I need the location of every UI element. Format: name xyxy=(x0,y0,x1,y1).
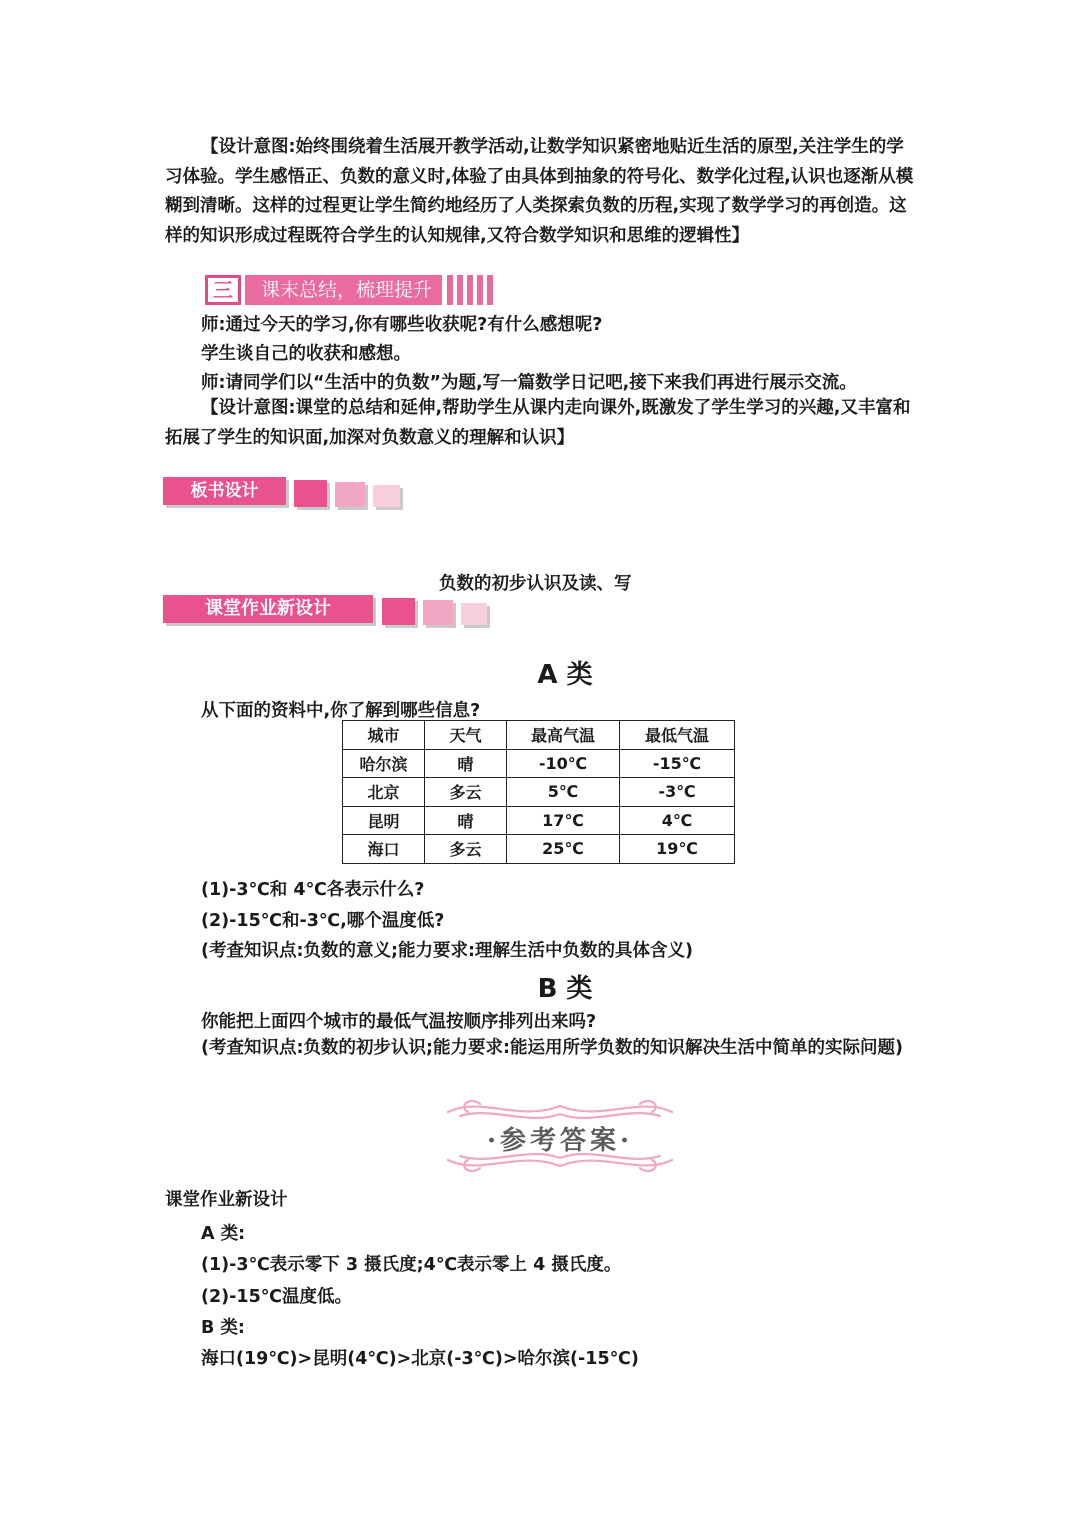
category-a-intro: 从下面的资料中,你了解到哪些信息? xyxy=(201,701,481,721)
table-cell: 海口 xyxy=(343,835,425,864)
dialogue-line: 学生谈自己的收获和感想。 xyxy=(201,344,411,364)
table-cell: 25℃ xyxy=(507,835,620,864)
category-a-note: (考查知识点:负数的意义;能力要求:理解生活中负数的具体含义) xyxy=(201,941,693,961)
table-header: 天气 xyxy=(425,721,507,750)
table-cell: 多云 xyxy=(425,835,507,864)
board-content: 负数的初步认识及读、写 xyxy=(439,574,632,594)
section-number: 三 xyxy=(208,278,238,302)
table-row xyxy=(343,806,735,835)
summary-intent-paragraph: 【设计意图:课堂的总结和延伸,帮助学生从课内走向课外,既激发了学生学习的兴趣,又丰富和拓展了学生的知识面,加深对负数意义的理解和认识】 xyxy=(165,398,911,448)
decor-square xyxy=(294,480,327,507)
table-cell: 4℃ xyxy=(620,806,735,835)
section-title: 课末总结，梳理提升 xyxy=(245,275,442,305)
table-cell: 多云 xyxy=(425,778,507,807)
table-cell: 19℃ xyxy=(620,835,735,864)
decor-square xyxy=(423,600,453,625)
table-cell: 北京 xyxy=(343,778,425,807)
table-cell: 晴 xyxy=(425,749,507,778)
table-cell: -10℃ xyxy=(507,749,620,778)
question-1: (1)-3℃和 4℃各表示什么? xyxy=(201,880,425,900)
answers-heading: 课堂作业新设计 xyxy=(165,1190,288,1210)
table-row xyxy=(343,835,735,864)
section-number-box xyxy=(205,275,241,305)
table-header-row xyxy=(343,721,735,750)
category-a-title: A 类 xyxy=(537,660,593,690)
decor-square xyxy=(382,598,415,625)
table-cell: 晴 xyxy=(425,806,507,835)
question-2: (2)-15℃和-3℃,哪个温度低? xyxy=(201,911,445,931)
dialogue-line: 师:通过今天的学习,你有哪些收获呢?有什么感想呢? xyxy=(201,315,603,335)
decor-bar xyxy=(467,275,473,305)
category-b-title: B 类 xyxy=(537,974,593,1004)
table-cell: 17℃ xyxy=(507,806,620,835)
answers-b-label: B 类: xyxy=(201,1318,245,1338)
table-row xyxy=(343,749,735,778)
decor-bar xyxy=(487,275,493,305)
homework-label: 课堂作业新设计 xyxy=(163,595,373,623)
decor-bar xyxy=(447,275,453,305)
section-header-3 xyxy=(205,275,497,305)
table-header: 最低气温 xyxy=(620,721,735,750)
answer-banner xyxy=(440,1092,680,1180)
table-header: 最高气温 xyxy=(507,721,620,750)
decor-bar xyxy=(477,275,483,305)
table-cell: 昆明 xyxy=(343,806,425,835)
design-intent-paragraph: 【设计意图:始终围绕着生活展开教学活动,让数学知识紧密地贴近生活的原型,关注学生的学习体验。学生感悟正、负数的意义时,体验了由具体到抽象的符号化、数学化过程,认识也逐渐从模糊到清晰。这样的过程更让学生简约地经历了人类探索负数的历程,实现了数学学习的再创造。这样的知识形成过程既符合学生的认知规律,又符合数学知识和思维的逻辑性】 xyxy=(165,137,914,246)
dialogue-line: 师:请同学们以“生活中的负数”为题,写一篇数学日记吧,接下来我们再进行展示交流。 xyxy=(201,373,857,393)
decor-square xyxy=(461,603,487,625)
category-b-note: (考查知识点:负数的初步认识;能力要求:能运用所学负数的知识解决生活中简单的实际问题) xyxy=(201,1038,903,1058)
board-design-label: 板书设计 xyxy=(163,477,286,505)
table-cell: 5℃ xyxy=(507,778,620,807)
answer-banner-title: ·参考答案· xyxy=(486,1126,634,1156)
answer-a1: (1)-3℃表示零下 3 摄氏度;4℃表示零上 4 摄氏度。 xyxy=(201,1255,622,1275)
answer-a2: (2)-15℃温度低。 xyxy=(201,1287,352,1307)
decor-bar xyxy=(457,275,463,305)
table-cell: 哈尔滨 xyxy=(343,749,425,778)
table-header: 城市 xyxy=(343,721,425,750)
table-row xyxy=(343,778,735,807)
weather-table xyxy=(342,720,735,864)
answer-b1: 海口(19℃)>昆明(4℃)>北京(-3℃)>哈尔滨(-15℃) xyxy=(201,1349,639,1369)
table-cell: -15℃ xyxy=(620,749,735,778)
category-b-question: 你能把上面四个城市的最低气温按顺序排列出来吗? xyxy=(201,1012,597,1032)
table-cell: -3℃ xyxy=(620,778,735,807)
answers-a-label: A 类: xyxy=(201,1224,246,1244)
decor-square xyxy=(373,485,400,507)
decor-square xyxy=(335,482,365,507)
